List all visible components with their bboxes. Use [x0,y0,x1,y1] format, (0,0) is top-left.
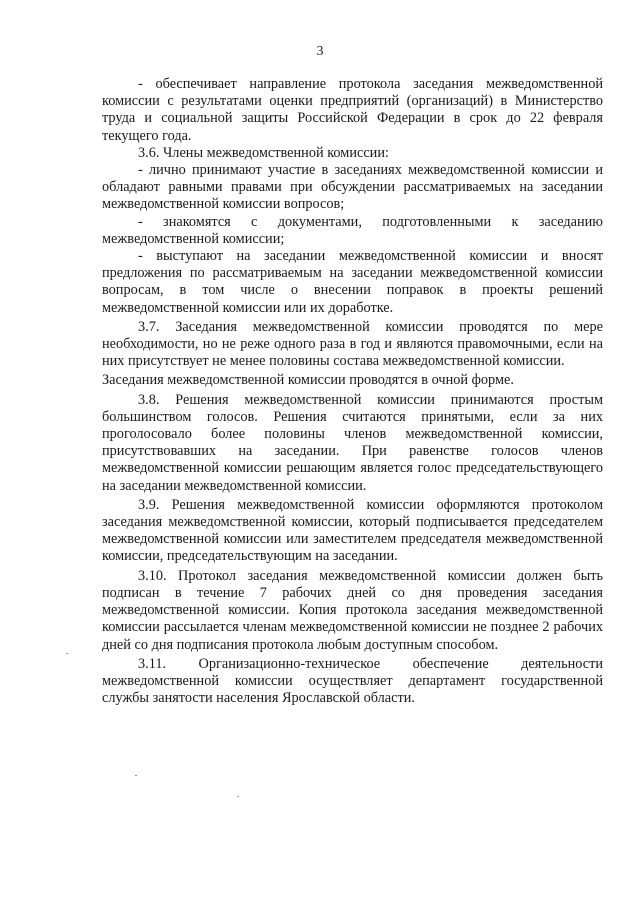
paragraph-3-7: 3.7. Заседания межведомственной комиссии проводятся по мере необходимости, но не реже одного раза в год и являются правомочными, если на них присутствует не менее половины состава межведомственной комиссии. [102,318,603,370]
scan-speck [135,775,137,776]
paragraph-3-6-heading: 3.6. Члены межведомственной комиссии: [138,144,389,161]
paragraph-members-familiarize: - знакомятся с документами, подготовленными к заседанию межведомственной комиссии; [102,213,603,247]
paragraph-3-11: 3.11. Организационно-техническое обеспечение деятельности межведомственной комиссии осуществляет департамент государственной службы занятости населения Ярославской области. [102,655,603,707]
paragraph-members-participate: - лично принимают участие в заседаниях межведомственной комиссии и обладают равными правами при обсуждении рассматриваемых на заседании межведомственной комиссии вопросов; [102,162,603,213]
paragraph-3-8: 3.8. Решения межведомственной комиссии принимаются простым большинством голосов. Решения считаются принятыми, если за них проголосовало более половины членов межведомственной комиссии, присутствовавших на заседании. При равенстве голосов членов межведомственной комиссии решающим является голос председательствующего на заседании межведомственной комиссии. [102,391,603,494]
page-number: 3 [316,44,324,59]
scan-speck [237,796,239,797]
paragraph-members-speak: - выступают на заседании межведомственной комиссии и вносят предложения по рассматриваемым на заседании межведомственной комиссии вопросам, в том числе о внесении поправок в проекты решений межведомственной комиссии или их доработке. [102,248,603,316]
paragraph-meeting-form: Заседания межведомственной комиссии проводятся в очной форме. [102,372,514,389]
paragraph-3-10: 3.10. Протокол заседания межведомственной комиссии должен быть подписан в течение 7 рабочих дней со дня проведения заседания межведомственной комиссии. Копия протокола заседания межведомственной комиссии рассылается членам межведомственной комиссии не позднее 2 рабочих дней со дня подписания протокола любым доступным способом. [102,567,603,653]
scan-speck [66,653,68,654]
paragraph-protocol-direction: - обеспечивает направление протокола заседания межведомственной комиссии с результатами оценки предприятий (организаций) в Министерство труда и социальной защиты Российской Федерации в срок до 22 февраля текущего года. [102,76,603,144]
paragraph-3-9: 3.9. Решения межведомственной комиссии оформляются протоколом заседания межведомственной комиссии, который подписывается председателем межведомственной комиссии или заместителем председателя межведомственной комиссии, председательствующим на заседании. [102,496,603,565]
document-body [102,76,603,707]
